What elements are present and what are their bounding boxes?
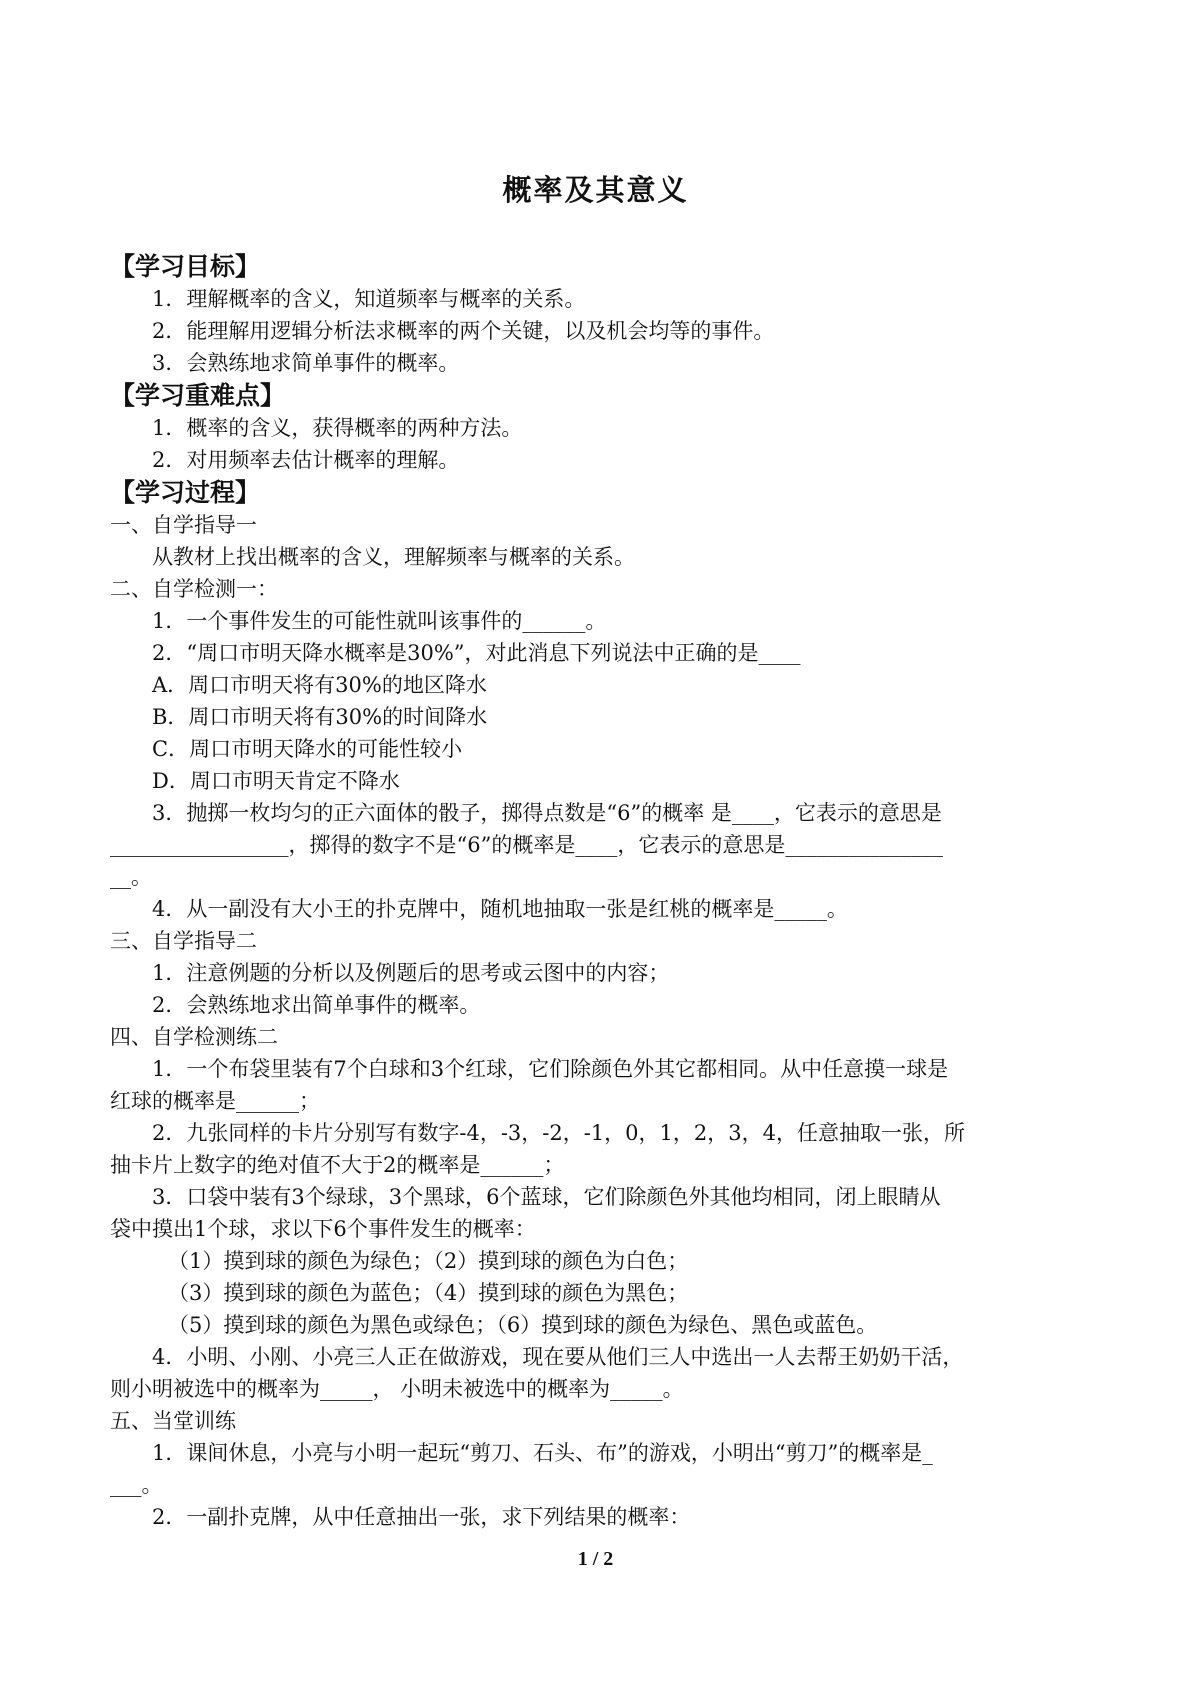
question-line: 4．小明、小刚、小亮三人正在做游戏，现在要从他们三人中选出一人去帮王奶奶干活，: [152, 1345, 964, 1369]
question-line: __。: [110, 865, 152, 889]
part-heading-5: 五、当堂训练: [110, 1409, 236, 1433]
question-line: 则小明被选中的概率为_____， 小明未被选中的概率为_____。: [110, 1377, 684, 1401]
option-line: B．周口市明天将有30%的时间降水: [152, 705, 488, 729]
part-heading-3: 三、自学指导二: [110, 929, 257, 953]
part-text-1: 从教材上找出概率的含义，理解频率与概率的关系。: [152, 545, 635, 569]
part-heading-1: 一、自学指导一: [110, 513, 257, 537]
document-body: [110, 250, 1095, 1533]
section-heading-process: 【学习过程】: [110, 478, 261, 507]
option-line: C．周口市明天降水的可能性较小: [152, 737, 463, 761]
question-line: 红球的概率是______；: [110, 1089, 320, 1113]
sub-question-line: （5）摸到球的颜色为黑色或绿色；（6）摸到球的颜色为绿色、黑色或蓝色。: [168, 1313, 878, 1337]
part-heading-2: 二、自学检测一：: [110, 577, 278, 601]
sub-question-line: （1）摸到球的颜色为绿色；（2）摸到球的颜色为白色；: [168, 1249, 689, 1273]
option-line: D．周口市明天肯定不降水: [152, 769, 400, 793]
guide-item: 2．会熟练地求出简单事件的概率。: [152, 993, 481, 1017]
page-number: 1 / 2: [577, 1548, 614, 1570]
question-line: 抽卡片上数字的绝对值不大于2的概率是______；: [110, 1153, 565, 1177]
question-line: 2．一副扑克牌，从中任意抽出一张，求下列结果的概率：: [152, 1505, 691, 1529]
option-line: A．周口市明天将有30%的地区降水: [152, 673, 487, 697]
goal-item: 3．会熟练地求简单事件的概率。: [152, 351, 460, 375]
section-heading-key-points: 【学习重难点】: [110, 381, 286, 410]
question-line: 1．一个布袋里装有7个白球和3个红球，它们除颜色外其它都相同。从中任意摸一球是: [152, 1057, 949, 1081]
key-item: 2．对用频率去估计概率的理解。: [152, 448, 460, 472]
question-line: 3．抛掷一枚均匀的正六面体的骰子，掷得点数是“6”的概率 是____，它表示的意思是: [152, 801, 942, 825]
goal-item: 2．能理解用逻辑分析法求概率的两个关键，以及机会均等的事件。: [152, 319, 775, 343]
part-heading-4: 四、自学检测练二: [110, 1025, 278, 1049]
question-line: 袋中摸出1个球，求以下6个事件发生的概率：: [110, 1217, 536, 1241]
sub-question-line: （3）摸到球的颜色为蓝色；（4）摸到球的颜色为黑色；: [168, 1281, 689, 1305]
question-line: 1．课间休息，小亮与小明一起玩“剪刀、石头、布”的游戏，小明出“剪刀”的概率是_: [152, 1441, 933, 1465]
question-line: 2．“周口市明天降水概率是30%”，对此消息下列说法中正确的是____: [152, 641, 801, 665]
question-line: 2．九张同样的卡片分别写有数字-4，-3，-2，-1，0，1，2，3，4，任意抽取一张，所: [152, 1121, 965, 1145]
question-line: ___。: [110, 1473, 163, 1497]
question-line: 4．从一副没有大小王的扑克牌中，随机地抽取一张是红桃的概率是_____。: [152, 897, 848, 921]
question-line: _________________，掷得的数字不是“6”的概率是____，它表示的意思是_______________: [110, 833, 943, 857]
question-line: 3．口袋中装有3个绿球，3个黑球，6个蓝球，它们除颜色外其他均相同，闭上眼睛从: [152, 1185, 941, 1209]
goal-item: 1．理解概率的含义，知道频率与概率的关系。: [152, 287, 586, 311]
guide-item: 1．注意例题的分析以及例题后的思考或云图中的内容；: [152, 961, 670, 985]
section-heading-goals: 【学习目标】: [110, 252, 261, 281]
page-title: 概率及其意义: [502, 173, 689, 207]
question-line: 1．一个事件发生的可能性就叫该事件的______。: [152, 609, 607, 633]
key-item: 1．概率的含义，获得概率的两种方法。: [152, 416, 523, 440]
